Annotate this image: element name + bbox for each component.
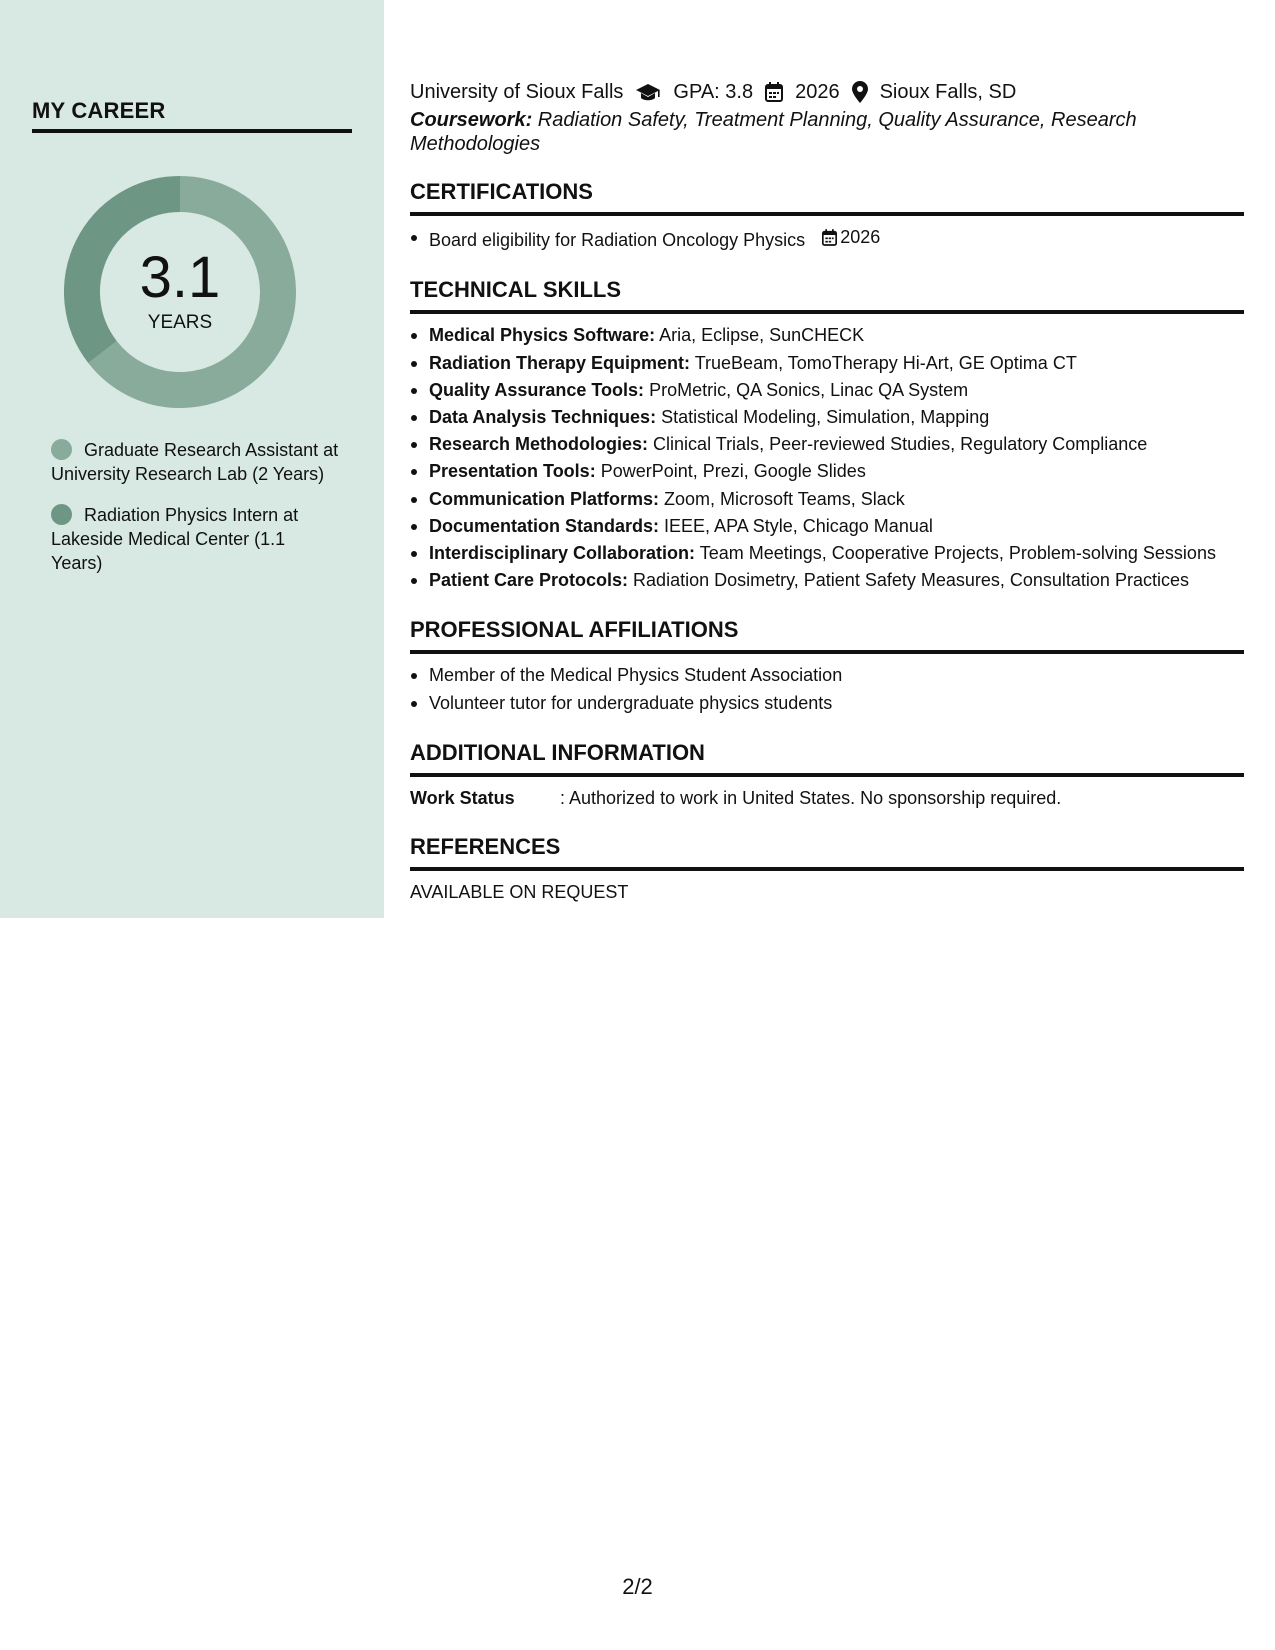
- location-pin-icon: [852, 81, 868, 103]
- skill-value: Radiation Dosimetry, Patient Safety Measures, Consultation Practices: [628, 570, 1189, 591]
- career-title: MY CAREER: [32, 98, 166, 123]
- certification-date: 2026: [840, 227, 881, 247]
- skill-item: [410, 486, 1244, 513]
- career-title-rule: [32, 129, 352, 133]
- section-rule: [410, 310, 1244, 314]
- affiliation-item: Volunteer tutor for undergraduate physics students: [410, 690, 1244, 717]
- skill-value: Zoom, Microsoft Teams, Slack: [659, 488, 905, 509]
- skill-item: [410, 458, 1244, 485]
- career-legend-item: [51, 503, 341, 575]
- certification-item: [410, 224, 1244, 254]
- skill-label: Medical Physics Software:: [429, 325, 656, 346]
- calendar-icon: [765, 82, 783, 102]
- references-heading: REFERENCES: [410, 833, 561, 859]
- coursework-label: Coursework:: [410, 109, 533, 131]
- section-rule: [410, 212, 1244, 216]
- skill-label: Presentation Tools:: [429, 461, 596, 482]
- coursework: [410, 108, 1244, 156]
- skill-value: PowerPoint, Prezi, Google Slides: [595, 461, 866, 482]
- skill-label: Interdisciplinary Collaboration:: [429, 542, 696, 563]
- certification-date-wrap: [822, 224, 880, 251]
- career-legend-label: Radiation Physics Intern at Lakeside Medical Center (1.1 Years): [51, 505, 299, 573]
- page-number: 2/2: [622, 1574, 653, 1599]
- skill-label: Research Methodologies:: [429, 434, 649, 455]
- affiliation-item: Member of the Medical Physics Student Association: [410, 662, 1244, 689]
- education-line: [410, 78, 1244, 106]
- skill-label: Radiation Therapy Equipment:: [429, 352, 691, 373]
- work-status-value: : Authorized to work in United States. No sponsorship required.: [560, 787, 1062, 808]
- section-rule: [410, 650, 1244, 654]
- skill-value: Team Meetings, Cooperative Projects, Problem-solving Sessions: [695, 542, 1216, 563]
- skill-value: TrueBeam, TomoTherapy Hi-Art, GE Optima CT: [690, 352, 1077, 373]
- gpa: GPA: 3.8: [673, 81, 754, 103]
- career-legend-label: Graduate Research Assistant at University Research Lab (2 Years): [51, 440, 339, 484]
- career-sidebar: [0, 0, 384, 918]
- skill-item: [410, 377, 1244, 404]
- skill-label: Data Analysis Techniques:: [429, 406, 657, 427]
- graduation-cap-icon: [635, 82, 661, 102]
- skills-list: [410, 322, 1244, 594]
- skill-label: Quality Assurance Tools:: [429, 379, 645, 400]
- affiliations-heading: PROFESSIONAL AFFILIATIONS: [410, 617, 739, 643]
- work-status-row: [410, 785, 1244, 811]
- affiliations-list: [410, 662, 1244, 716]
- skill-value: ProMetric, QA Sonics, Linac QA System: [644, 379, 969, 400]
- skill-label: Communication Platforms:: [429, 488, 660, 509]
- skill-item: [410, 404, 1244, 431]
- work-status-label: Work Status: [410, 787, 515, 808]
- certifications-list: [410, 224, 1244, 254]
- skills-heading: TECHNICAL SKILLS: [410, 277, 622, 303]
- legend-dot-icon: [51, 439, 72, 460]
- graduation-year: 2026: [795, 81, 840, 103]
- section-rule: [410, 773, 1244, 777]
- skill-item: [410, 567, 1244, 594]
- coursework-list: Radiation Safety, Treatment Planning, Quality Assurance, Research Methodologies: [410, 109, 1137, 155]
- skill-item: [410, 431, 1244, 458]
- resume-main: [410, 78, 1244, 905]
- skill-item: [410, 350, 1244, 377]
- career-total-unit: YEARS: [147, 312, 213, 333]
- career-legend-item: [51, 438, 341, 486]
- legend-dot-icon: [51, 504, 72, 525]
- skill-value: IEEE, APA Style, Chicago Manual: [659, 515, 933, 536]
- skill-value: Aria, Eclipse, SunCHECK: [655, 325, 865, 346]
- skill-value: Clinical Trials, Peer-reviewed Studies, Regulatory Compliance: [648, 434, 1148, 455]
- skill-item: [410, 540, 1244, 567]
- school-name: University of Sioux Falls: [410, 81, 624, 103]
- certifications-heading: CERTIFICATIONS: [410, 179, 593, 204]
- career-legend: [51, 438, 341, 592]
- skill-item: [410, 513, 1244, 540]
- skill-label: Documentation Standards:: [429, 515, 660, 536]
- skill-item: [410, 322, 1244, 349]
- skill-label: Patient Care Protocols:: [429, 570, 629, 591]
- additional-info-heading: ADDITIONAL INFORMATION: [410, 739, 705, 765]
- career-total-years: 3.1: [139, 245, 221, 310]
- references-text: AVAILABLE ON REQUEST: [410, 881, 629, 902]
- section-rule: [410, 867, 1244, 871]
- skill-value: Statistical Modeling, Simulation, Mapping: [656, 406, 990, 427]
- calendar-icon: [822, 229, 837, 246]
- certification-name: Board eligibility for Radiation Oncology Physics: [429, 230, 806, 251]
- school-location: Sioux Falls, SD: [879, 81, 1017, 103]
